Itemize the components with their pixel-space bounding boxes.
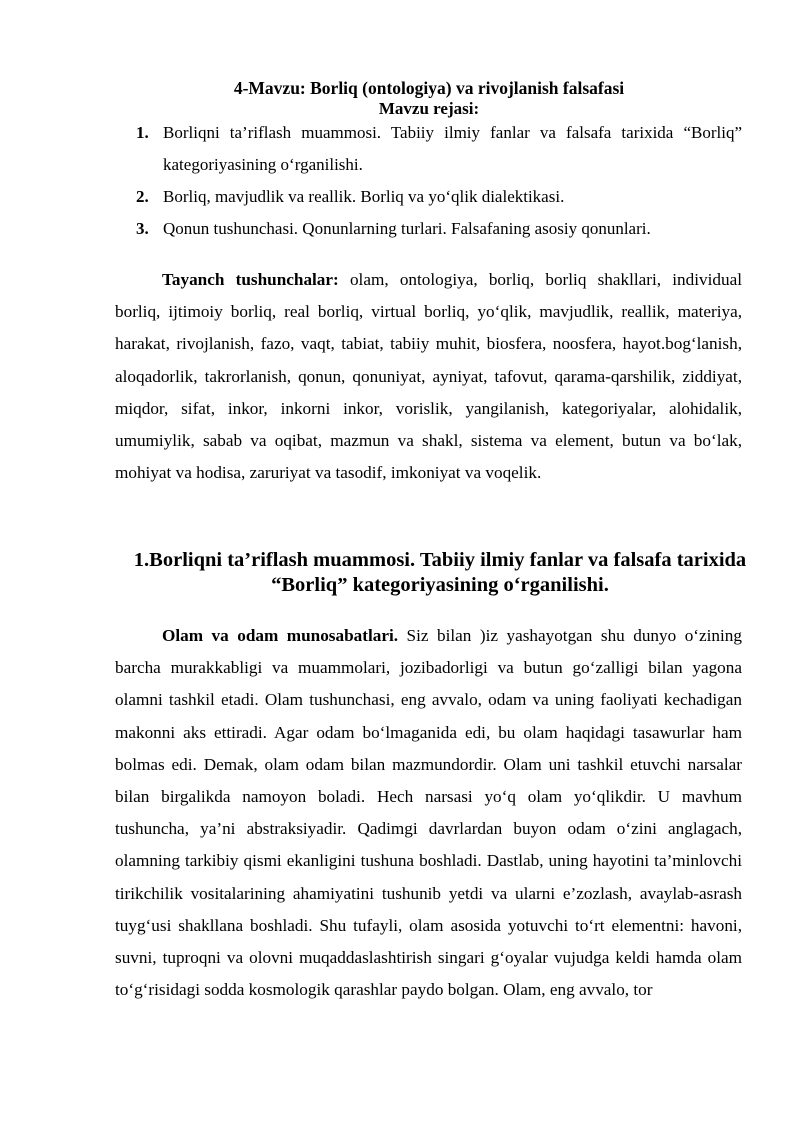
- plan-item-number: 1.: [136, 123, 149, 142]
- plan-item: [136, 181, 742, 213]
- section-paragraph-label: Olam va odam munosabatlari.: [162, 626, 399, 645]
- section-heading: 1.Borliqni ta’riflash muammosi. Tabiiy ilmiy fanlar va falsafa tarixida “Borliq” kategoriyasining o‘rganilishi.: [133, 549, 747, 596]
- plan-item-text: Borliq, mavjudlik va reallik. Borliq va yo‘qlik dialektikasi.: [163, 187, 565, 206]
- plan-item-number: 3.: [136, 219, 149, 238]
- section-paragraph: [115, 620, 742, 1006]
- plan-heading: Mavzu rejasi:: [378, 99, 480, 118]
- key-concepts-paragraph: [115, 264, 742, 489]
- plan-item-text: Borliqni ta’riflash muammosi. Tabiiy ilmiy fanlar va falsafa tarixida “Borliq” kategoriyasining o‘rganilishi.: [163, 123, 742, 174]
- page-title: 4-Mavzu: Borliq (ontologiya) va rivojlanish falsafasi: [233, 78, 625, 98]
- plan-item: [136, 213, 742, 245]
- plan-item: [136, 117, 742, 181]
- section-paragraph-text: Siz bilan )iz yashayotgan shu dunyo o‘zining barcha murakkabligi va muammolari, jozibadorligi va butun go‘zalligi bilan yagona olamni tashkil etadi. Olam tushunchasi, eng avvalo, odam va uning faoliyati kechadigan makonni aks ettiradi. Agar odam bo‘lmaganida edi, bu olam haqidagi tasawurlar ham bolmas edi. Demak, olam odam bilan mazmundordir. Olam uni tashkil etuvchi narsalar bilan birgalikda namoyon boladi. Hech narsasi yo‘q olam yo‘qlikdir. U mavhum tushuncha, ya’ni abstraksiyadir. Qadimgi davrlardan buyon odam o‘zini anglagach, olamning tarkibiy qismi ekanligini tushuna boshladi. Dastlab, uning hayotini ta’minlovchi tirikchilik vositalarining ahamiyatini tushunib yetdi va ularni e’zozlash, avaylab-asrash tuyg‘usi shakllana boshladi. Shu tufayli, olam asosida yotuvchi to‘rt elementni: havoni, suvni, tuproqni va olovni muqaddaslashtirish singari g‘oyalar vujudga keldi hamda olam to‘g‘risidagi sodda kosmologik qarashlar paydo bolgan. Olam, eng avvalo, tor: [115, 626, 742, 1000]
- plan-list: [136, 117, 742, 245]
- plan-item-text: Qonun tushunchasi. Qonunlarning turlari. Falsafaning asosiy qonunlari.: [163, 219, 651, 238]
- key-concepts-text: olam, ontologiya, borliq, borliq shakllari, individual borliq, ijtimoiy borliq, real borliq, virtual borliq, yo‘qlik, mavjudlik, reallik, materiya, harakat, rivojlanish, fazo, vaqt, tabiat, tabiiy muhit, biosfera, noosfera, hayot.bog‘lanish, aloqadorlik, takrorlanish, qonun, qonuniyat, ayniyat, tafovut, qarama-qarshilik, ziddiyat, miqdor, sifat, inkor, inkorni inkor, vorislik, yangilanish, kategoriyalar, alohidalik, umumiylik, sabab va oqibat, mazmun va shakl, sistema va element, butun va bo‘lak, mohiyat va hodisa, zaruriyat va tasodif, imkoniyat va voqelik.: [115, 270, 742, 483]
- key-concepts-label: Tayanch tushunchalar:: [162, 270, 339, 289]
- plan-item-number: 2.: [136, 187, 149, 206]
